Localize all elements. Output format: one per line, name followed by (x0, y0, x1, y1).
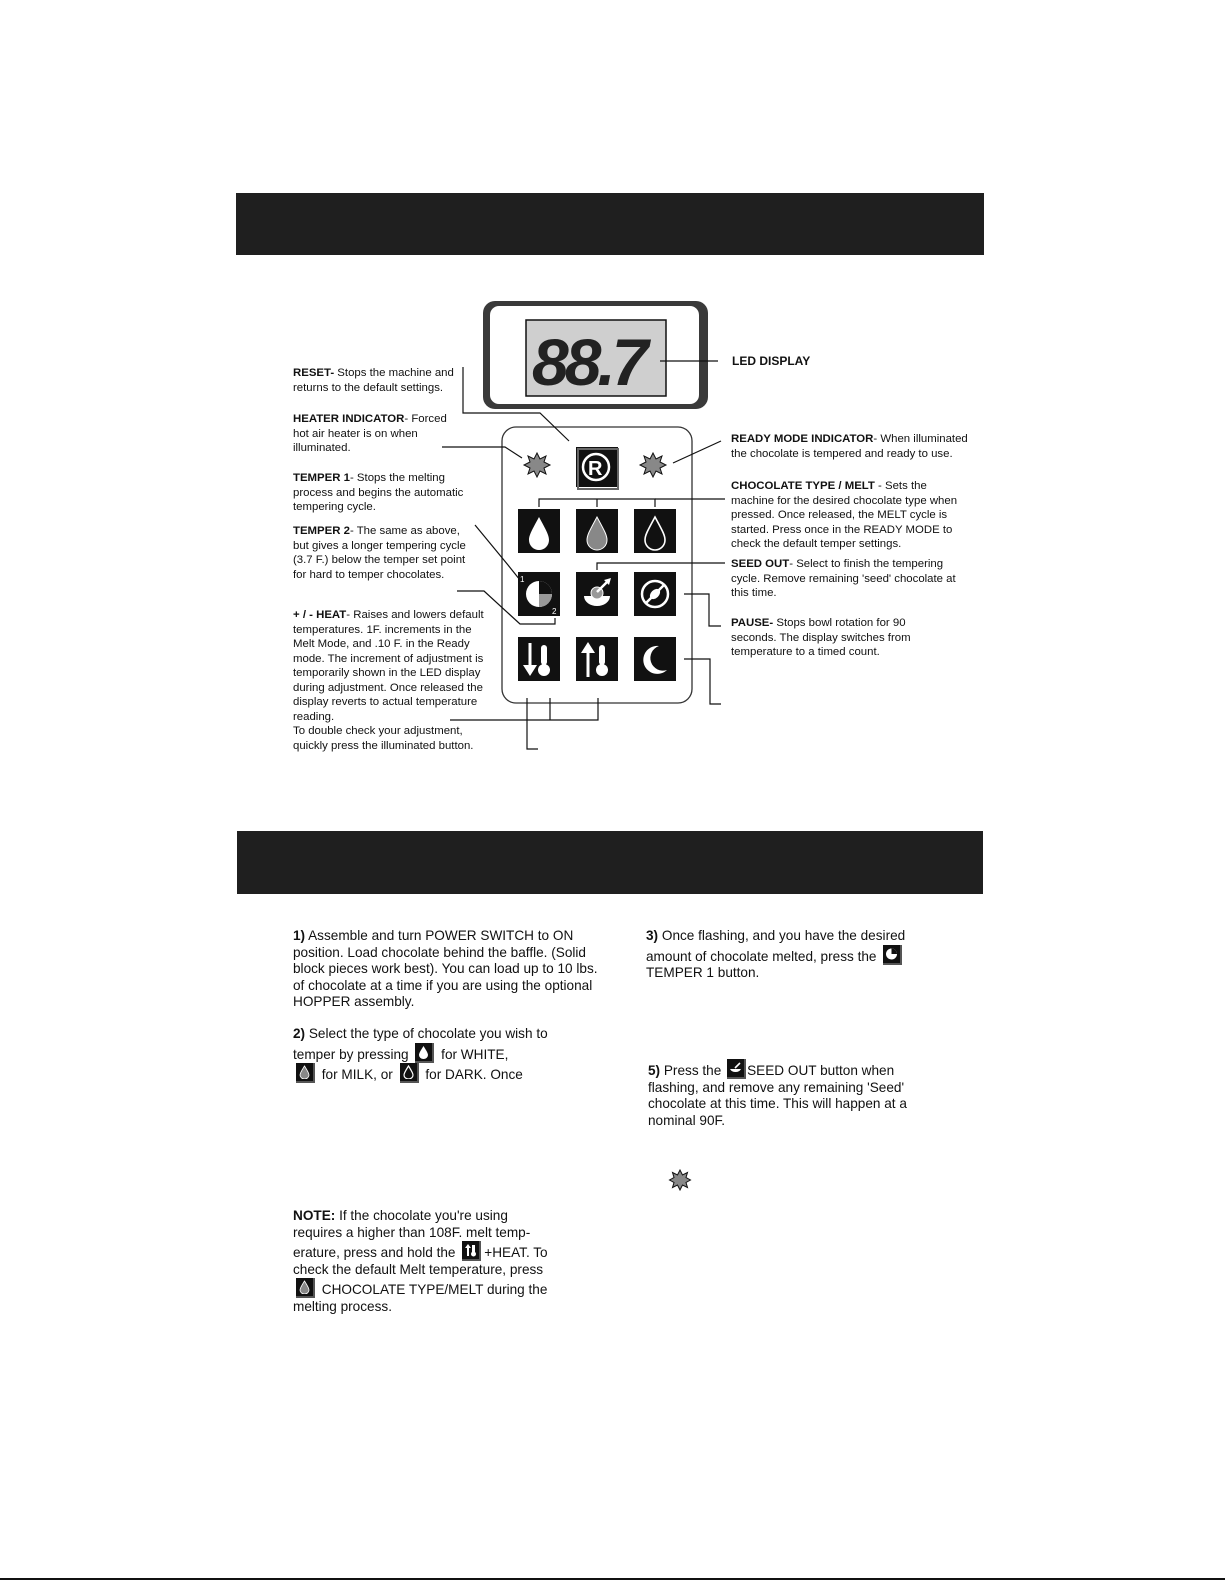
temper1-text: - Stops the melting process and begins the automatic tempering cycle. (293, 472, 464, 513)
heat-extra: To double check your adjustment, quickly press the illuminated button. (293, 725, 474, 752)
seed-annotation (731, 557, 961, 601)
seed-out-icon (727, 1059, 746, 1079)
reset-text: Stops the machine and returns to the default settings. (293, 367, 454, 394)
heat-text: - Raises and lowers default temperatures. 1F. increments in the Melt Mode, and .10 F. in the Ready mode. The increment of adjustment is temporarily shown in the LED display during adjustment. Once released the display reverts to actual temperature reading. (293, 609, 484, 723)
choc-title: CHOCOLATE TYPE / MELT (731, 480, 875, 492)
step-5 (648, 1059, 933, 1129)
ready-annotation (731, 432, 971, 461)
heater-indicator-icon (524, 453, 550, 477)
note-text-a: If the chocolate you're using requires a higher than 108F. melt temp-erature, press and hold the (293, 1208, 531, 1261)
heat-plus-button[interactable] (576, 637, 618, 681)
dark-chocolate-button[interactable] (634, 509, 676, 553)
temper2-annotation (293, 524, 473, 582)
heat-minus-button[interactable] (518, 637, 560, 681)
led-reading: 88.7 (532, 325, 645, 399)
temper-2-label: 2 (552, 607, 557, 616)
reset-button[interactable] (576, 447, 618, 489)
dark-drop-icon (400, 1063, 419, 1083)
choc-drop-icon (296, 1278, 315, 1298)
note-title: NOTE: (293, 1208, 336, 1223)
temper2-title: TEMPER 2 (293, 525, 350, 537)
step-3-num: 3) (646, 928, 659, 943)
page-bottom-rule (0, 1578, 1225, 1580)
note (293, 1208, 558, 1316)
led-display-label: LED DISPLAY (732, 354, 811, 368)
pause-text: Stops bowl rotation for 90 seconds. The display switches from temperature to a timed count. (731, 617, 911, 658)
heater-title: HEATER INDICATOR (293, 413, 405, 425)
temper2-text: - The same as above, but gives a longer tempering cycle (3.7 F.) below the temper set point for hard to temper chocolates. (293, 525, 466, 581)
temper1-title: TEMPER 1 (293, 472, 350, 484)
temper-1-label: 1 (520, 575, 525, 584)
step-2-num: 2) (293, 1026, 306, 1041)
ready-text: - When illuminated the chocolate is tempered and ready to use. (731, 433, 968, 460)
step-5-text-a: Press the (660, 1063, 722, 1078)
pause-annotation (731, 616, 931, 660)
seed-out-button[interactable] (576, 572, 618, 616)
ready-moon-button[interactable] (634, 637, 676, 681)
step-5-num: 5) (648, 1063, 661, 1078)
heat-plus-icon (462, 1241, 481, 1261)
step-3-text-a: Once flashing, and you have the desired amount of chocolate melted, press the (646, 928, 906, 964)
milk-drop-icon (296, 1063, 315, 1083)
step-2-text-b: for WHITE, (441, 1046, 509, 1062)
heater-annotation (293, 412, 463, 456)
temper1-annotation (293, 471, 483, 515)
ready-title: READY MODE INDICATOR (731, 433, 874, 445)
pause-title: PAUSE- (731, 617, 774, 629)
reset-title: RESET- (293, 367, 335, 379)
svg-text:R: R (588, 458, 603, 480)
step-2 (293, 1026, 583, 1084)
white-chocolate-button[interactable] (518, 509, 560, 553)
section-header-bar-bottom (237, 831, 983, 894)
step-2-text-d: for DARK. Once (425, 1067, 523, 1083)
step-1-num: 1) (293, 928, 306, 943)
step-1-text: Assemble and turn POWER SWITCH to ON position. Load chocolate behind the baffle. (Solid block pieces work best). You can load up to 10 lbs. of chocolate at a time if you are using the optional HOPPER assembly. (293, 928, 598, 1010)
step-5-text-b: SEED OUT button when flashing, and remove any remaining 'Seed' chocolate at this time. This will happen at a nominal 90F. (648, 1063, 907, 1128)
step-3 (646, 928, 936, 982)
ready-star-icon (668, 1168, 692, 1192)
step-1 (293, 928, 603, 1011)
heater-text: - Forced hot air heater is on when illuminated. (293, 413, 447, 454)
note-text-b: +HEAT. To check the default Melt temperature, press (293, 1245, 548, 1277)
note-text-c: CHOCOLATE TYPE/MELT during the melting process. (293, 1282, 548, 1314)
temper-icon (883, 945, 902, 965)
milk-chocolate-button[interactable] (576, 509, 618, 553)
temper-button[interactable] (518, 572, 560, 616)
pause-button[interactable] (634, 572, 676, 616)
heat-annotation (293, 608, 493, 753)
step-3-text-b: TEMPER 1 button. (646, 965, 760, 981)
heat-title: + / - HEAT (293, 609, 347, 621)
ready-indicator-icon (640, 453, 666, 477)
choc-text: - Sets the machine for the desired chocolate type when pressed. Once released, the MELT cycle is started. Press once in the READY MODE to check the default temper settings. (731, 480, 958, 550)
led-display (483, 301, 708, 409)
choc-annotation (731, 479, 971, 552)
white-drop-icon (415, 1043, 434, 1063)
seed-title: SEED OUT (731, 558, 790, 570)
reset-annotation (293, 366, 473, 395)
seed-text: - Select to finish the tempering cycle. Remove remaining 'seed' chocolate at this time. (731, 558, 956, 599)
step-2-text-a: Select the type of chocolate you wish to temper by pressing (293, 1026, 548, 1062)
step-2-text-c: for MILK, or (321, 1067, 393, 1083)
